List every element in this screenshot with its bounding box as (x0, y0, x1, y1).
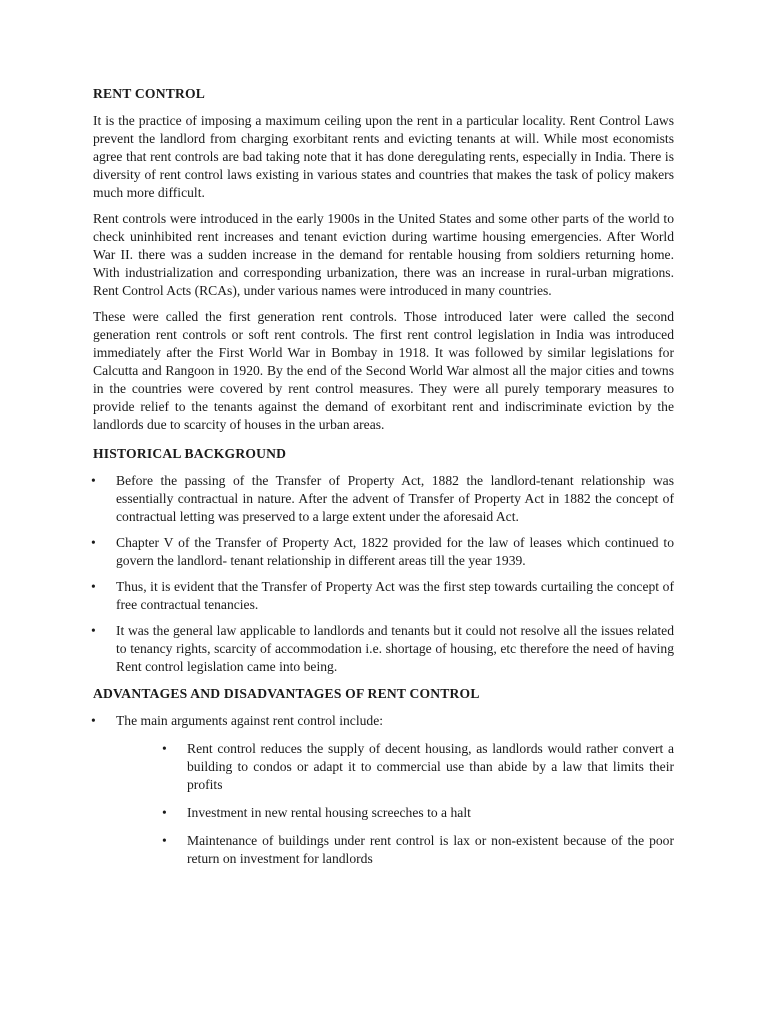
historical-bullet-item (93, 472, 674, 526)
bullet-icon: • (162, 805, 167, 820)
bullet-icon: • (91, 535, 96, 550)
paragraph-2: Rent controls were introduced in the early 1900s in the United States and some other parts of the world to check uninhibited rent increases and tenant eviction during wartime housing emergencies. After World War II. there was a sudden increase in the demand for rentable housing from soldiers returning home. With industrialization and corresponding urbanization, there was an increase in rural-urban migrations. Rent Control Acts (RCAs), under various names were introduced in many countries. (93, 211, 674, 298)
sub-bullet-text: Maintenance of buildings under rent control is lax or non-existent because of the poor return on investment for landlords (187, 833, 674, 866)
historical-bullet-list (93, 472, 674, 676)
bullet-text: It was the general law applicable to landlords and tenants but it could not resolve all the issues related to tenancy rights, scarcity of accommodation i.e. shortage of housing, etc therefore the need of having Rent control legislation came into being. (116, 623, 674, 674)
bullet-text: The main arguments against rent control include: (116, 713, 384, 728)
paragraph-3: These were called the first generation rent controls. Those introduced later were called the second generation rent controls or soft rent controls. The first rent control legislation in India was introduced immediately after the First World War in Bombay in 1918. It was followed by similar legislations for Calcutta and Rangoon in 1920. By the end of the Second World War almost all the major cities and towns in the countries were covered by rent control measures. They were all purely temporary measures to provide relief to the tenants against the demand of exorbitant rent and indiscriminate eviction by the landlords due to scarcity of houses in the urban areas. (93, 309, 674, 432)
sub-bullet-text: Rent control reduces the supply of decent housing, as landlords would rather convert a building to condos or adapt it to commercial use than abide by a law that limits their profits (187, 741, 674, 792)
bullet-icon: • (91, 713, 96, 728)
sub-bullet-item (162, 740, 674, 794)
bullet-icon: • (162, 833, 167, 848)
heading-advantages-disadvantages: ADVANTAGES AND DISADVANTAGES OF RENT CONTROL (93, 686, 480, 701)
bullet-text: Thus, it is evident that the Transfer of Property Act was the first step towards curtailing the concept of free contractual tenancies. (116, 579, 674, 612)
heading-historical-background: HISTORICAL BACKGROUND (93, 446, 287, 461)
bullet-text: Chapter V of the Transfer of Property Act, 1822 provided for the law of leases which continued to govern the landlord- tenant relationship in different areas till the year 1939. (116, 535, 674, 568)
bullet-text: Before the passing of the Transfer of Property Act, 1882 the landlord-tenant relationship was essentially contractual in nature. After the advent of Transfer of Property Act in 1882 the concept of contractual letting was preserved to a large extent under the aforesaid Act. (116, 473, 674, 524)
historical-bullet-item (93, 534, 674, 570)
heading-rent-control: RENT CONTROL (93, 86, 206, 101)
sub-bullet-item (162, 832, 674, 868)
document-page (93, 84, 674, 878)
bullet-icon: • (91, 579, 96, 594)
advantages-bullet-item (93, 712, 674, 868)
historical-bullet-item (93, 578, 674, 614)
bullet-icon: • (91, 473, 96, 488)
arguments-sub-list (116, 740, 674, 868)
paragraph-1: It is the practice of imposing a maximum ceiling upon the rent in a particular locality. Rent Control Laws prevent the landlord from charging exorbitant rents and evicting tenants at will. While most economists agree that rent controls are bad taking note that it has done deregulating rents, especially in India. There is diversity of rent control laws existing in various states and countries that makes the task of policy makers much more difficult. (93, 113, 674, 200)
sub-bullet-text: Investment in new rental housing screeches to a halt (187, 805, 471, 820)
historical-bullet-item (93, 622, 674, 676)
sub-bullet-item (162, 804, 674, 822)
bullet-icon: • (91, 623, 96, 638)
bullet-icon: • (162, 741, 167, 756)
advantages-bullet-list (93, 712, 674, 868)
